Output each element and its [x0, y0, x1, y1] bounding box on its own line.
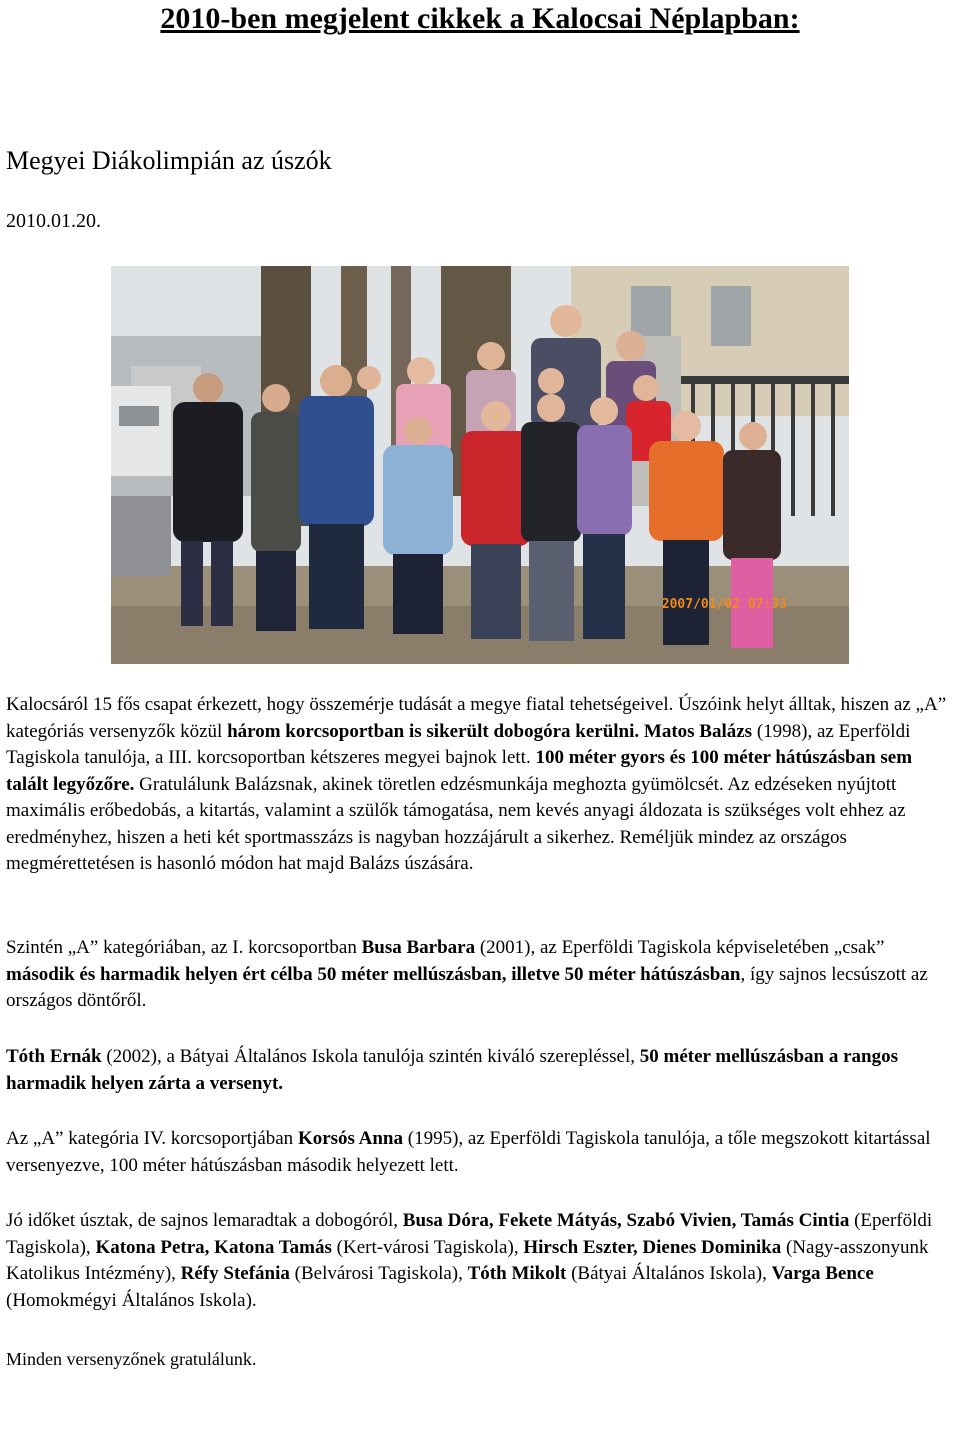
text-run: (Bátyai Általános Iskola), — [566, 1263, 772, 1284]
text-run: , így sajnos lecsúszott az országos döntőről. — [6, 963, 928, 1011]
text-run-bold: három korcsoportban is sikerült dobogóra kerülni. — [227, 720, 640, 742]
paragraph-busa-barbara — [6, 935, 954, 1015]
text-run: Szintén „A” kategóriában, az I. korcsoportban — [6, 937, 362, 958]
text-run: (1998), az Eperföldi Tagiskola tanulója, a III. korcsoportban kétszeres megyei bajnok lett. — [6, 720, 911, 768]
text-run-bold: Tóth Ernák — [6, 1046, 102, 1067]
page-title: 2010-ben megjelent cikkek a Kalocsai Néplapban: — [160, 2, 800, 35]
text-run: (1995), az Eperföldi Tagiskola tanulója, a tőle megszokott kitartással versenyezve, 100 méter hátúszásban második helyezett lett. — [6, 1128, 931, 1176]
text-run-bold: Réfy Stefánia — [180, 1263, 290, 1284]
text-run-bold: Matos Balázs — [643, 720, 753, 742]
text-run: Jó időket úsztak, de sajnos lemaradtak a dobogóról, — [6, 1210, 403, 1231]
text-run-bold: Hirsch Eszter, Dienes Dominika — [523, 1236, 782, 1258]
text-run-bold: Korsós Anna — [297, 1128, 403, 1149]
text-run: (2001), az Eperföldi Tagiskola képviseletében „csak” — [475, 937, 885, 958]
text-run: Az „A” kategória IV. korcsoportjában — [6, 1128, 298, 1149]
text-run-bold: Katona Petra, Katona Tamás — [95, 1236, 332, 1258]
text-run: (Eperföldi Tagiskola), — [6, 1210, 933, 1258]
text-run-bold: 50 méter mellúszásban a rangos harmadik helyen zárta a versenyt. — [6, 1046, 898, 1094]
paragraph-closing: Minden versenyzőnek gratulálunk. — [6, 1349, 257, 1369]
text-run: (2002), a Bátyai Általános Iskola tanulója szintén kiváló szerepléssel, — [101, 1046, 640, 1067]
text-run-bold: második és harmadik helyen ért célba 50 méter mellúszásban, illetve 50 méter hátúszásban — [6, 963, 741, 985]
text-run-bold: Busa Dóra, Fekete Mátyás, Szabó Vivien, Tamás Cintia — [402, 1210, 850, 1231]
text-run: (Kert-városi Tagiskola), — [331, 1236, 524, 1258]
paragraph-korsos-anna — [6, 1126, 954, 1179]
text-run: (Nagy-asszonyunk Katolikus Intézmény), — [6, 1236, 929, 1284]
text-run: (Belvárosi Tagiskola), — [289, 1263, 468, 1284]
paragraph-results-intro — [6, 692, 954, 878]
paragraph-toth-ernak — [6, 1044, 954, 1097]
photo-timestamp: 2007/01/02 07:33 — [661, 597, 787, 612]
text-run-bold: Busa Barbara — [361, 937, 476, 958]
team-photo — [111, 266, 849, 664]
text-run: Kalocsáról 15 fős csapat érkezett, hogy összemérje tudását a megye fiatal tehetségeivel. Úszóink helyt álltak, hiszen az „A” kategóriás versenyzők közül — [6, 694, 947, 742]
text-run: Gratulálunk Balázsnak, akinek töretlen edzésmunkája meghozta gyümölcsét. Az edzéseken nyújtott maximális erőbedobás, a kitartás, valamint a szülők támogatása, nem kevés anyagi áldozata is szükséges volt ehhez az eredményhez, hiszen a heti két sportmasszázs is nagyban hozzájárult a sikerhez. Reméljük mindez az országos megmérettetésen is hasonló módon hat majd Balázs úszására. — [6, 773, 906, 874]
text-run-bold: Tóth Mikolt — [467, 1263, 567, 1284]
article-title: Megyei Diákolimpián az úszók — [6, 146, 332, 175]
text-run: (Homokmégyi Általános Iskola). — [6, 1289, 257, 1311]
paragraph-other-competitors — [6, 1208, 954, 1314]
article-date: 2010.01.20. — [6, 210, 101, 232]
text-run-bold: Varga Bence — [771, 1263, 874, 1284]
text-run-bold: 100 méter gyors és 100 méter hátúszásban sem talált legyőzőre. — [6, 747, 913, 795]
